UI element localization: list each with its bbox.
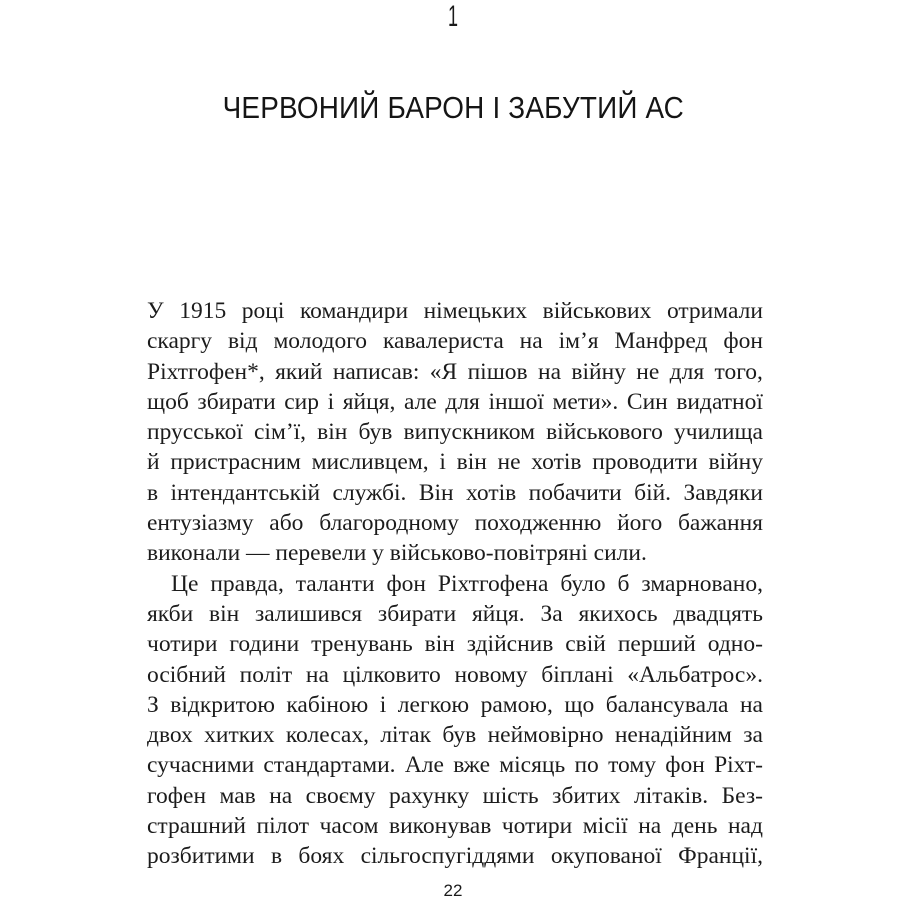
text-line: двох хитких колесах, літак був неймовірно ненадійним за bbox=[147, 722, 763, 749]
chapter-number: 1 bbox=[447, 0, 459, 33]
text-line: скаргу від молодого кавалериста на ім’я Манфред фон bbox=[147, 328, 763, 355]
text-line: У 1915 році командири німецьких військових отримали bbox=[147, 298, 763, 324]
text-line: виконали — перевели у військово-повітряні сили. bbox=[147, 540, 647, 567]
text-line: З відкритою кабіною і легкою рамою, що балансувала на bbox=[147, 691, 763, 718]
text-line: ентузіазму або благородному походженню його бажання bbox=[147, 510, 763, 537]
text-line: розбитими в боях сільгоспугіддями окупованої Франції, bbox=[147, 843, 763, 870]
text-line: чотири години тренувань він здійснив свій перший одно- bbox=[147, 631, 763, 658]
body-text bbox=[147, 296, 763, 872]
page-number: 22 bbox=[443, 881, 463, 900]
text-line: прусської сім’ї, він був випускником військового училища bbox=[147, 419, 763, 446]
text-line: гофен мав на своєму рахунку шість збитих літаків. Без- bbox=[147, 782, 763, 809]
chapter-title-text: ЧЕРВОНИЙ БАРОН І ЗАБУТИЙ АС bbox=[222, 90, 684, 125]
text-line: щоб збирати сир і яйця, але для іншої мети». Син видатної bbox=[147, 388, 763, 415]
text-line: якби він залишився збирати яйця. За якихось двадцять bbox=[147, 600, 763, 627]
text-line: сучасними стандартами. Але вже місяць по тому фон Ріхт- bbox=[147, 752, 763, 779]
text-line: страшний пілот часом виконував чотири місії на день над bbox=[147, 813, 763, 840]
text-line: осібний політ на цілковито новому біплані «Альбатрос». bbox=[147, 661, 763, 688]
paragraph-1 bbox=[147, 296, 763, 569]
text-line: й пристрасним мисливцем, і він не хотів проводити війну bbox=[147, 449, 763, 476]
text-line: Ріхтгофен*, який написав: «Я пішов на війну не для того, bbox=[147, 358, 763, 385]
text-line: Це правда, таланти фон Ріхтгофена було б змарновано, bbox=[171, 570, 763, 597]
text-line: в інтендантській службі. Він хотів побачити бій. Завдяки bbox=[147, 479, 763, 506]
chapter-title bbox=[0, 88, 906, 128]
paragraph-2 bbox=[147, 569, 763, 872]
